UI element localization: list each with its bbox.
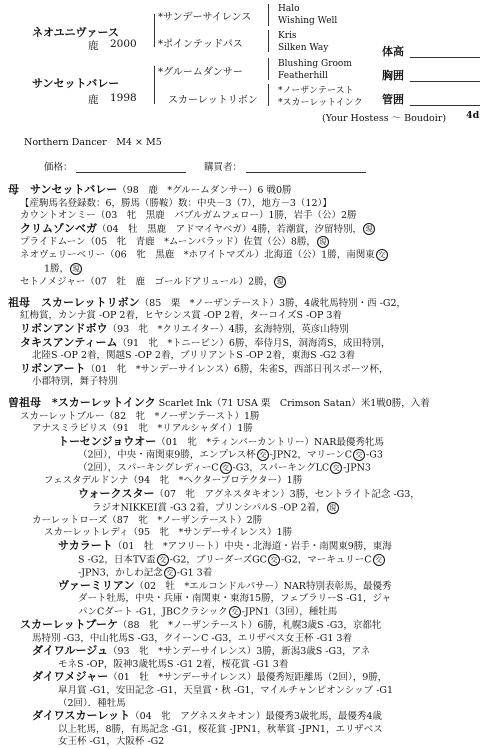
record-line bbox=[8, 540, 492, 554]
record-line bbox=[8, 423, 492, 436]
record-line bbox=[8, 633, 492, 646]
sire-sire: *サンデーサイレンス bbox=[158, 12, 252, 23]
record-text: セトノメジャー（07 牡 鹿 ゴールドアリュール）2勝， bbox=[20, 276, 274, 288]
g3-5: Blushing Groom bbox=[278, 59, 352, 69]
circled-mark: 交 bbox=[229, 606, 241, 618]
record-text: モネS -OP，阪神3歳牝馬S -G1 2着，桜花賞 -G1 3着 bbox=[58, 658, 289, 670]
record-line bbox=[8, 323, 492, 337]
record-line bbox=[8, 580, 492, 594]
record-text: カーレットローズ（87 牝 *ノーザンテースト）2勝 bbox=[32, 514, 263, 526]
horse-name: ダイワルージュ bbox=[32, 645, 109, 658]
record-line bbox=[8, 502, 492, 515]
g3-6: Featherhill bbox=[278, 71, 328, 81]
record-line bbox=[8, 198, 492, 211]
g3-3: Kris bbox=[278, 31, 297, 41]
record-line bbox=[8, 659, 492, 672]
record-text: ネオヴェリーベリー（06 牝 黒鹿 *ホワイトマズル）北海道（公）1勝，南関東 bbox=[20, 249, 375, 261]
record-line bbox=[8, 710, 492, 724]
bracket-line bbox=[154, 66, 155, 104]
circled-mark: 交 bbox=[373, 554, 385, 566]
record-line bbox=[8, 527, 492, 540]
family-note: (Your Hostess ～ Boudoir) bbox=[322, 113, 447, 124]
record-line bbox=[8, 389, 492, 395]
g3-4: Silken Way bbox=[278, 43, 329, 53]
horse-name: ダイワメジャー bbox=[32, 671, 109, 684]
record-line bbox=[8, 289, 492, 295]
record-line bbox=[8, 462, 492, 475]
circled-mark: 交 bbox=[353, 449, 365, 461]
record-line bbox=[8, 645, 492, 659]
record-line bbox=[8, 350, 492, 363]
record-line bbox=[8, 397, 492, 411]
record-text: 以上牝馬，8勝，有馬記念 -G1，桜花賞 -JPN1，秋華賞 -JPN1，エリザベス bbox=[58, 723, 383, 735]
record-line bbox=[8, 184, 492, 198]
section-heading: 母 サンセットバレー bbox=[8, 184, 118, 196]
record-text: -JPN3，かしわ記念 bbox=[78, 567, 163, 579]
record-text: プライドムーン（05 牝 青鹿 *ムーンバラッド）佐賀（公）8勝， bbox=[20, 236, 316, 248]
record-text: 1勝， bbox=[44, 263, 70, 275]
record-text: （88 牝 *ノーザンテースト）6勝，札幌3歳S -G3，京都牝 bbox=[118, 620, 382, 631]
g3-1: Halo bbox=[278, 4, 300, 14]
record-text: （2回）．種牡馬 bbox=[58, 697, 126, 709]
record-line bbox=[8, 436, 492, 450]
horse-name: トーセンジョウオー bbox=[58, 435, 157, 448]
circled-mark: 交 bbox=[220, 462, 232, 474]
record-line bbox=[8, 619, 492, 633]
sire-color: 鹿 bbox=[88, 40, 99, 52]
record-text: -G2，マーキュリーC bbox=[280, 554, 372, 566]
record-text: -JPN1（3回），種牡馬 bbox=[241, 606, 338, 618]
record-text: -G1 3着 bbox=[176, 567, 213, 579]
record-text: -G3，スパーキングLC bbox=[232, 462, 330, 474]
dam-sire: *グルームダンサー bbox=[158, 67, 243, 78]
section-heading-detail: （98 鹿 *グルームダンサー）6 戦0勝 bbox=[117, 185, 292, 196]
record-text: カウントオンミー（03 牝 黒鹿 バブルガムフェロー）1勝，岩手（公）2勝 bbox=[20, 210, 357, 222]
record-line bbox=[8, 554, 492, 567]
record-line bbox=[8, 567, 492, 580]
record-line bbox=[8, 736, 492, 749]
record-text: 女王杯 -G1，大阪杯 -G2 bbox=[58, 736, 165, 748]
horse-name: リボンアンドボウ bbox=[20, 322, 108, 335]
record-line bbox=[8, 671, 492, 685]
record-text: アナスミラビリス（91 牝 *リアルシャダイ）1勝 bbox=[32, 423, 253, 435]
circled-mark: 交 bbox=[164, 567, 176, 579]
section-heading-detail: （85 栗 *ノーザンテースト）3勝，4歳牝馬特別・西 -G2， bbox=[139, 297, 407, 309]
sire-year: 2000 bbox=[110, 38, 137, 50]
record-text: （01 牝 *サンデーサイレンス）6勝，朱雀S，西部日刊スポーツ杯， bbox=[85, 363, 389, 375]
record-text: スカーレットブルー（82 牝 *ノーザンテースト）1勝 bbox=[20, 410, 260, 422]
record-text: 【産駒馬名登録数：6，勝馬（勝鞍）数：中央－3（7），地方－3（12）】 bbox=[20, 197, 332, 209]
record-text: 馬特別 -G3，中山牝馬S -G3，クイーンC -G3，エリザベス女王杯 -G1 3着 bbox=[32, 632, 352, 644]
record-text: パンCダート -G1，JBCクラシック bbox=[78, 606, 228, 618]
record-text: （04 牡 黒鹿 アドマイヤベガ）4勝，若潮賞，汐留特別， bbox=[97, 223, 363, 235]
bracket-line bbox=[154, 14, 155, 47]
sire-name: ネオユニヴァース bbox=[32, 26, 119, 39]
record-text: （02 牡 *エルコンドルパサー）NAR特別表彰馬，最優秀 bbox=[134, 580, 392, 592]
record-text: ダート牡馬，中央・兵庫・南関東・東海15勝，フェブラリーS -G1，ジャ bbox=[78, 593, 392, 605]
record-text: スカーレットレディ（95 牝 *サンデーサイレンス）1勝 bbox=[44, 527, 293, 539]
record-line bbox=[8, 449, 492, 462]
horse-name: タキスアンティーム bbox=[20, 336, 118, 349]
horse-name: サカラート bbox=[58, 539, 113, 552]
dam-year: 1998 bbox=[110, 92, 137, 104]
horse-name: リボンアート bbox=[20, 362, 86, 375]
sire-dam: *ポインテッドパス bbox=[158, 39, 243, 50]
buyer-blank bbox=[246, 172, 366, 173]
record-line bbox=[8, 276, 492, 289]
record-line bbox=[8, 685, 492, 698]
horse-name: ヴァーミリアン bbox=[58, 579, 135, 592]
record-text: 小郡特別，舞子特別 bbox=[32, 376, 118, 388]
inbreeding-note: Northern Dancer M4 × M5 bbox=[24, 137, 162, 148]
girth-blank bbox=[410, 81, 480, 82]
record-line bbox=[8, 223, 492, 237]
record-text: （01 牝 *ティンバーカントリー）NAR最優秀牝馬 bbox=[156, 436, 384, 448]
record-line bbox=[8, 606, 492, 619]
record-line bbox=[8, 263, 492, 276]
record-text: 紅梅賞，カンナ賞 -OP 2着，ヒヤシンス賞 -OP 2着，ターコイズS -OP 3着 bbox=[20, 310, 342, 322]
record-text: S -G2，日本TV盃 bbox=[78, 554, 156, 566]
record-text: （01 牡 *アフリート）中央・北海道・岩手・南関東9勝，東海 bbox=[112, 540, 392, 552]
record-line bbox=[8, 488, 492, 502]
record-line bbox=[8, 475, 492, 488]
record-text: ラジオNIKKEI賞 -G3 2着，プリンシパルS -OP 2着， bbox=[92, 502, 326, 514]
g3-8: *スカーレットインク bbox=[278, 98, 363, 108]
record-line bbox=[8, 593, 492, 606]
buyer-label: 購買者： bbox=[204, 162, 243, 173]
record-text: 皐月賞 -G1，安田記念 -G1，天皇賞・秋 -G1，マイルチャンピオンシップ -G1 bbox=[58, 684, 394, 696]
horse-name: クリムゾンベガ bbox=[20, 222, 97, 235]
circled-mark: 交 bbox=[268, 554, 280, 566]
record-text: （01 牡 *サンデーサイレンス）最優秀短距離馬（2回），9勝， bbox=[108, 672, 388, 684]
circled-mark: 交 bbox=[330, 462, 342, 474]
record-line bbox=[8, 236, 492, 249]
circled-mark: 交 bbox=[157, 554, 169, 566]
record-line bbox=[8, 698, 492, 711]
g3-2: Wishing Well bbox=[278, 16, 338, 26]
record-text: （04 牝 アグネスタキオン）最優秀3歳牝馬，最優秀4歳 bbox=[130, 711, 382, 723]
height-label: 体高 bbox=[382, 45, 404, 58]
circled-mark: 現 bbox=[274, 276, 286, 288]
dam-color: 鹿 bbox=[88, 94, 99, 106]
record-line bbox=[8, 724, 492, 737]
family-records bbox=[8, 182, 492, 749]
bracket-line bbox=[268, 58, 269, 80]
section-heading-detail: Scarlet Ink（71 USA 栗 Crimson Satan）米1戦0勝，入着 bbox=[155, 397, 430, 409]
price-blank bbox=[76, 172, 186, 173]
record-line bbox=[8, 411, 492, 424]
record-text: （2回），中央・南関東9勝，エンプレス杯 bbox=[78, 449, 256, 461]
record-line bbox=[8, 210, 492, 223]
section-heading: 曽祖母 *スカーレットインク bbox=[8, 396, 156, 409]
record-text: -JPN2，マリーンC bbox=[269, 449, 353, 461]
record-text: -G2，ブリーダーズGC bbox=[169, 554, 267, 566]
record-line bbox=[8, 515, 492, 528]
horse-name: ウォークスター bbox=[78, 488, 155, 501]
record-line bbox=[8, 310, 492, 323]
record-text: （07 牝 アグネスタキオン）3勝，セントライト記念 -G3， bbox=[154, 489, 420, 501]
family-number: 4d bbox=[466, 110, 480, 121]
circled-mark: 現 bbox=[317, 236, 329, 248]
record-line bbox=[8, 376, 492, 389]
height-blank bbox=[410, 57, 480, 58]
dam-name: サンセットバレー bbox=[32, 77, 120, 90]
bracket-line bbox=[268, 4, 269, 26]
circled-mark: 現 bbox=[327, 502, 339, 514]
record-line bbox=[8, 249, 492, 262]
price-label: 価格： bbox=[44, 162, 73, 173]
record-text: （91 牝 *トニービン）6勝，奉侍月S，洞海湾S，成田特別， bbox=[117, 337, 391, 349]
cannon-label: 管囲 bbox=[382, 93, 404, 106]
circled-mark: 現 bbox=[363, 223, 375, 235]
record-text: -JPN3 bbox=[343, 462, 371, 474]
dam-dam: スカーレットリボン bbox=[168, 95, 258, 106]
circled-mark: 交 bbox=[257, 449, 269, 461]
girth-label: 胸囲 bbox=[382, 69, 404, 82]
record-line bbox=[8, 363, 492, 377]
bracket-line bbox=[268, 30, 269, 52]
record-text: 北陸S -OP 2着，関越S -OP 2着，ブリリアントS -OP 2着，東海S -G2 3着 bbox=[32, 350, 356, 362]
record-line bbox=[8, 297, 492, 311]
cannon-blank bbox=[410, 105, 480, 106]
record-text: フェスタデルドンナ（94 牝 *ヘクタープロテクター）1勝 bbox=[44, 475, 303, 487]
record-text: （93 牝 *サンデーサイレンス）3勝，新潟3歳S -G3，アネ bbox=[108, 646, 371, 658]
circled-mark: 現 bbox=[70, 263, 82, 275]
horse-name: ダイワスカーレット bbox=[32, 710, 131, 723]
record-text: （93 牝 *クリエイター）4勝，玄海特別，英彦山特別 bbox=[107, 323, 349, 335]
bracket-line bbox=[268, 84, 269, 106]
horse-name: スカーレットブーケ bbox=[20, 619, 119, 631]
record-text: -G3 bbox=[366, 449, 383, 461]
record-text: （2回），スパーキングレディーC bbox=[78, 462, 219, 474]
record-line bbox=[8, 337, 492, 351]
section-heading: 祖母 スカーレットリボン bbox=[8, 296, 140, 309]
g3-7: *ノーザンテースト bbox=[278, 86, 354, 96]
circled-mark: 交 bbox=[376, 249, 388, 261]
